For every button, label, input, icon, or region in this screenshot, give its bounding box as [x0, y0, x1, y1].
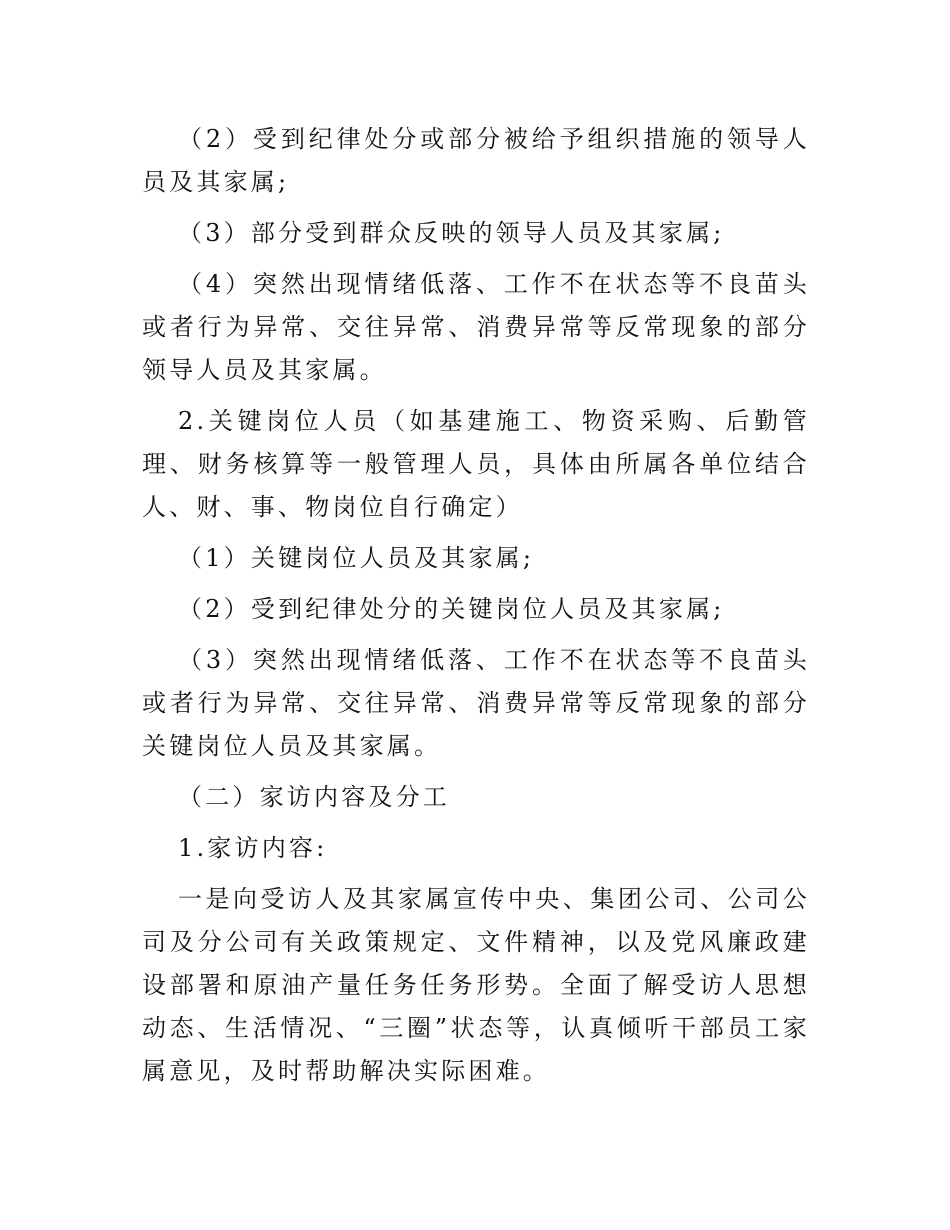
- paragraph-item-2: （2）受到纪律处分或部分被给予组织措施的领导人员及其家属;: [142, 125, 810, 196]
- paragraph-key-item-2: （2）受到纪律处分的关键岗位人员及其家属;: [178, 595, 725, 623]
- paragraph-key-item-3: （3）突然出现情绪低落、工作不在状态等不良苗头或者行为异常、交往异常、消费异常等反常现象的部分关键岗位人员及其家属。: [142, 646, 810, 760]
- paragraph-key-item-1: （1）关键岗位人员及其家属;: [178, 544, 535, 572]
- section-heading-visit-content: （二）家访内容及分工: [178, 783, 450, 811]
- paragraph-item-3: （3）部分受到群众反映的领导人员及其家属;: [178, 219, 725, 247]
- subheading-visit-content: 1.家访内容:: [178, 834, 328, 862]
- document-body: [142, 118, 810, 1101]
- paragraph-key-positions-heading: 2.关键岗位人员（如基建施工、物资采购、后勤管理、财务核算等一般管理人员，具体由所属各单位结合人、财、事、物岗位自行确定）: [142, 407, 810, 521]
- paragraph-visit-content-body: 一是向受访人及其家属宣传中央、集团公司、公司公司及分公司有关政策规定、文件精神，以及党风廉政建设部署和原油产量任务任务形势。全面了解受访人思想动态、生活情况、“三圈”状态等，认真倾听干部员工家属意见，及时帮助解决实际困难。: [142, 885, 810, 1085]
- paragraph-item-4: （4）突然出现情绪低落、工作不在状态等不良苗头或者行为异常、交往异常、消费异常等反常现象的部分领导人员及其家属。: [142, 270, 810, 384]
